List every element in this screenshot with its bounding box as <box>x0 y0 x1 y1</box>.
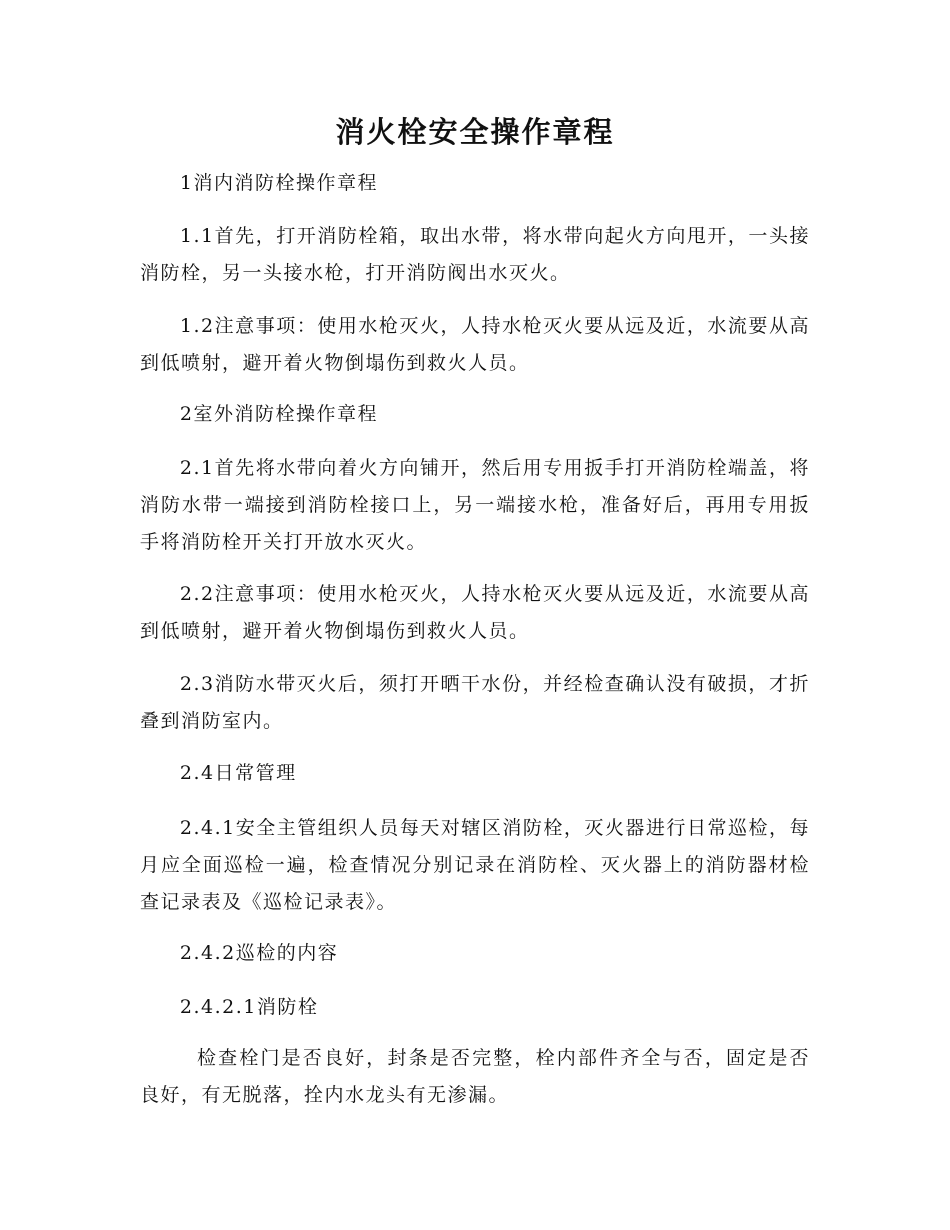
subsection-heading-2-4-2: 2.4.2巡检的内容 <box>179 942 339 964</box>
subsection-heading-2-4: 2.4日常管理 <box>179 762 297 784</box>
paragraph-2-4-1: 2.4.1安全主管组织人员每天对辖区消防栓，灭火器进行日常巡检，每月应全面巡检一遍，检查情况分别记录在消防栓、灭火器上的消防器材检查记录表及《巡检记录表》。 <box>140 817 810 913</box>
paragraph-1-1: 1.1首先，打开消防栓箱，取出水带，将水带向起火方向甩开，一头接消防栓，另一头接水枪，打开消防阀出水灭火。 <box>140 225 810 284</box>
section-heading-1: 1消内消防栓操作章程 <box>179 172 378 194</box>
document-title: 消火栓安全操作章程 <box>335 115 615 149</box>
paragraph-2-1: 2.1首先将水带向着火方向铺开，然后用专用扳手打开消防栓端盖，将消防水带一端接到消防栓接口上，另一端接水枪，准备好后，再用专用扳手将消防栓开关打开放水灭火。 <box>140 457 810 553</box>
paragraph-1-2: 1.2注意事项：使用水枪灭火，人持水枪灭火要从远及近，水流要从高到低喷射，避开着火物倒塌伤到救火人员。 <box>140 315 810 374</box>
section-heading-2: 2室外消防栓操作章程 <box>179 403 378 425</box>
paragraph-2-2: 2.2注意事项：使用水枪灭火，人持水枪灭火要从远及近，水流要从高到低喷射，避开着火物倒塌伤到救火人员。 <box>140 583 810 642</box>
subsection-heading-2-4-2-1: 2.4.2.1消防栓 <box>179 996 319 1018</box>
paragraph-2-3: 2.3消防水带灭火后，须打开晒干水份，并经检查确认没有破损，才折叠到消防室内。 <box>140 673 810 732</box>
paragraph-hydrant-check: 检查栓门是否良好，封条是否完整，栓内部件齐全与否，固定是否良好，有无脱落，拴内水龙头有无渗漏。 <box>140 1047 810 1106</box>
